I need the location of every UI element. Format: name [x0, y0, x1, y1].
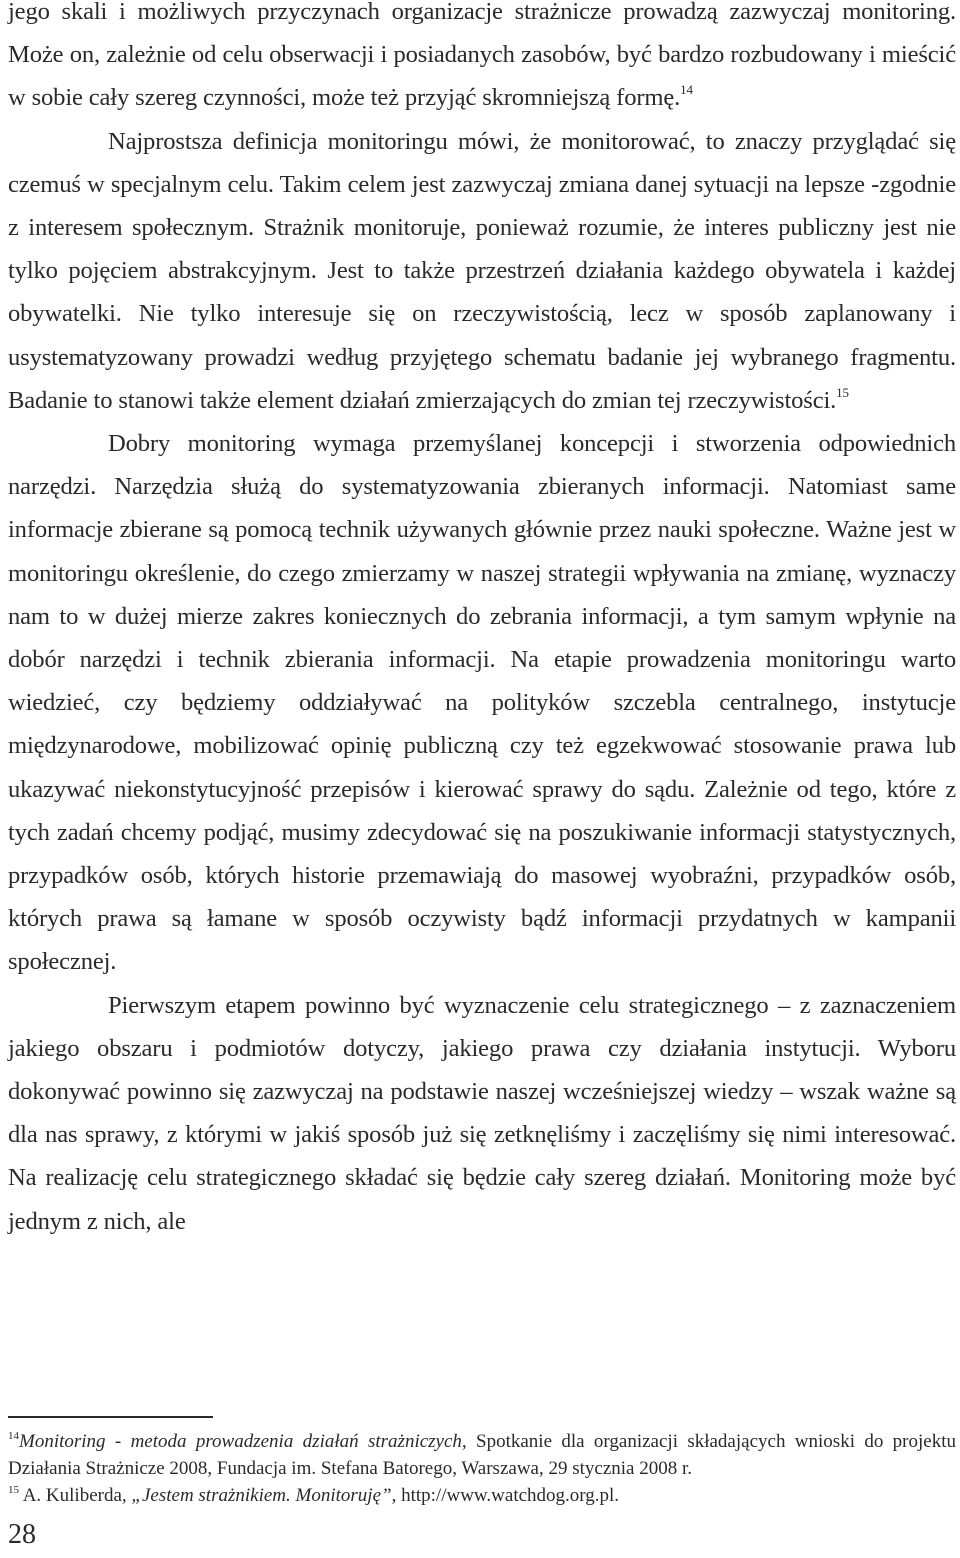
- footnote-15: $^{15}$ A. Kuliberda, „Jestem strażnikiem. Monitoruję”, http://www.watchdog.org.pl.: [8, 1484, 620, 1506]
- footnote-ref-15: 15: [836, 384, 849, 400]
- paragraph: Pierwszym etapem powinno być wyznaczenie celu strategicznego – z zaznaczeniem jakiego obszaru i podmiotów dotyczy, jakiego prawa czy działania instytucji. Wyboru dokonywać powinno się zazwyczaj na podstawie naszej wcześniejszej wiedzy – wszak ważne są dla nas sprawy, z którymi w jakiś sposób już się zetknęliśmy i zaczęliśmy się nimi interesować. Na realizację celu strategicznego składać się będzie cały szereg działań. Monitoring może być jednym z nich, ale: [8, 991, 956, 1235]
- footnote-ref-14: 14: [680, 82, 693, 98]
- footnotes: [8, 1428, 956, 1509]
- footnote-14: $^{14}$Monitoring - metoda prowadzenia działań strażniczych, Spotkanie dla organizacji składających wnioski do projektu Działania Strażnicze 2008, Fundacja im. Stefana Batorego, Warszawa, 29 stycznia 2008 r.: [8, 1430, 956, 1479]
- paragraph: jego skali i możliwych przyczynach organizacje strażnicze prowadzą zazwyczaj monitoring. Może on, zależnie od celu obserwacji i posiadanych zasobów, być bardzo rozbudowany i mieścić w sobie cały szereg czynności, może też przyjąć skromniejszą formę.$^{14}$: [8, 0, 956, 112]
- body-text: [8, 0, 956, 1243]
- footnote-separator: [8, 1416, 213, 1418]
- paragraph: Najprostsza definicja monitoringu mówi, że monitorować, to znaczy przyglądać się czemuś w specjalnym celu. Takim celem jest zazwyczaj zmiana danej sytuacji na lepsze -zgodnie z interesem społecznym. Strażnik monitoruje, ponieważ rozumie, że interes publiczny jest nie tylko pojęciem abstrakcyjnym. Jest to także przestrzeń działania każdego obywatela i każdej obywatelki. Nie tylko interesuje się on rzeczywistością, lecz w sposób zaplanowany i usystematyzowany prowadzi według przyjętego schematu badanie jej wybranego fragmentu. Badanie to stanowi także element działań zmierzających do zmian tej rzeczywistości.$^{15}$: [8, 127, 956, 414]
- page-number: 28: [8, 1519, 36, 1550]
- paragraph: Dobry monitoring wymaga przemyślanej koncepcji i stworzenia odpowiednich narzędzi. Narzędzia służą do systematyzowania zbieranych informacji. Natomiast same informacje zbierane są pomocą technik używanych głównie przez nauki społeczne. Ważne jest w monitoringu określenie, do czego zmierzamy w naszej strategii wpływania na zmianę, wyznaczy nam to w dużej mierze zakres koniecznych do zebrania informacji, a tym samym wpłynie na dobór narzędzi i technik zbierania informacji. Na etapie prowadzenia monitoringu warto wiedzieć, czy będziemy oddziaływać na polityków szczebla centralnego, instytucje międzynarodowe, mobilizować opinię publiczną czy też egzekwować stosowanie prawa lub ukazywać niekonstytucyjność przepisów i kierować sprawy do sądu. Zależnie od tego, które z tych zadań chcemy podjąć, musimy zdecydować się na poszukiwanie informacji statystycznych, przypadków osób, których historie przemawiają do masowej wyobraźni, przypadków osób, których prawa są łamane w sposób oczywisty bądź informacji przydatnych w kampanii społecznej.: [8, 430, 956, 976]
